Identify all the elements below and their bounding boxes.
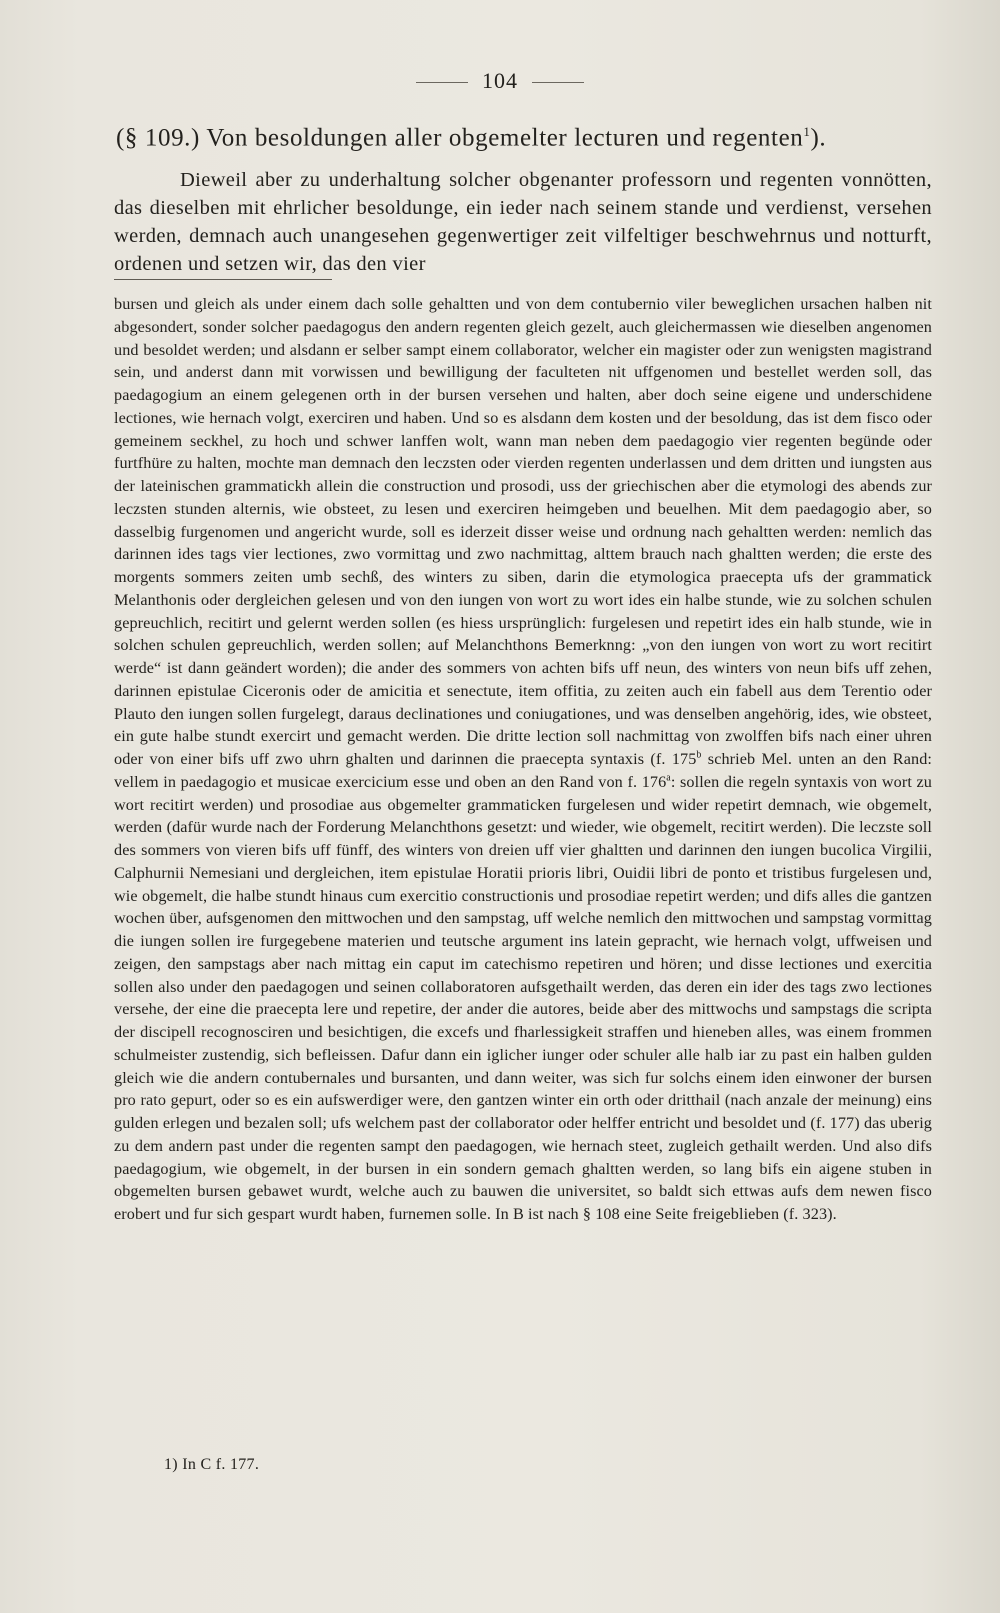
footnote: 1) In C f. 177.: [164, 1456, 260, 1473]
note-paragraph: [114, 293, 932, 1226]
note-text-part-3: : sollen die regeln syntaxis von wort zu wort recitirt werden) und prosodiae aus obgemelter grammaticken furgelesen und wider repetirt demnach, wie obgemelt, werden (dafür wurde nach der Forderung Melanchthons gesetzt: und wieder, wie obgemelt, recitirt werden). Die leczste soll des sommers von vieren bifs uff fünff, des winters von dreien uff vier ghaltten und darinnen den iungen bucolica Virgilii, Calphurnii Nemesiani und dergleichen, item epistulae Horatii prioris libri, Ouidii libri de ponto et tristibus furgelesen und, wie obgemelt, die halbe stundt hinaus cum exercitio constructionis und prosodiae repetirt werden; und difs alles die gantzen wochen über, aufsgenomen den mittwochen und den sampstag, uff welche nemlich den mittwochen und sampstag vormittag die iungen sollen ire furgegebene materien und teutsche argument ins latein gepracht, wie hernach volgt, uffweisen und zeigen, den sampstags aber nach mittag ein caput im catechismo repetiren und hören; und disse lectiones und exercitia sollen also under den paedagogen und seinen collaboratoren aufsgethailt werden, das deren ein ider des tags zwo lectiones versehe, der eine die praecepta lere und repetire, der ander die autores, beide aber des mittwochs und sampstags die scripta der discipell recognosciren und besichtigen, die excefs und fharlessigkeit straffen und hieneben alles, was einem frommen schulmeister zustendig, sich befleissen. Dafur dann ein iglicher iunger oder schuler alle halb iar zu past ein halben gulden gleich wie die andern contubernales und bursanten, und dann weiter, was sich fur solchs einem iden einwoner der bursen pro rato gepurt, oder so es ein aufswerdiger were, den gantzen winter ein orth oder dritthail (nach anzale der meinung) eins gulden erlegen und bezalen soll; ufs welchem past der collaborator oder helffer entricht und besoldet und (f. 177) das uberig zu dem andern past under die regenten sampt den paedagogen, wie hernach steet, zugleich gethailt werden. Und also difs paedagogium, wie obgemelt, in der bursen in ein sondern gemach ghaltten werden, so lang bifs ein aigene stuben in obgemelten bursen gebawet wurdt, welche auch zu bauwen die universitet, so baldt sich ettwas aufs dem newen fisco erobert und fur sich gespart wurdt haben, furnemen solle. In B ist nach § 108 eine Seite freigeblieben (f. 323).: [114, 772, 932, 1223]
page-number-dash-left: [416, 82, 468, 83]
footnote-rule: [114, 279, 332, 280]
page-number-dash-right: [532, 82, 584, 83]
page-number-text: 104: [482, 68, 518, 93]
folio-sup-a: a: [666, 772, 671, 784]
footnote-ref: 1: [803, 124, 811, 139]
section-heading: [116, 124, 936, 152]
folio-sup-b: b: [696, 749, 702, 761]
section-heading-end: ).: [810, 124, 827, 152]
main-paragraph: Dieweil aber zu underhaltung solcher obgenanter professorn und regenten vonnötten, das dieselben mit ehrlicher besoldunge, ein ieder nach seinem stande und verdienst, versehen werden, demnach auch unangesehen gegenwertiger zeit vilfeltiger beschwehrnus und notturft, ordenen und setzen wir, das den vier: [114, 169, 932, 275]
page-number: [0, 68, 1000, 94]
note-text-part-1: bursen und gleich als under einem dach solle gehaltten und von dem contubernio viler beweglichen ursachen halben nit abgesondert, sonder solcher paedagogus den andern regenten gleich gezelt, auch gleichermassen wie dieselben angenomen und besoldet werden; und alsdann er selber sampt einem collaborator, welcher ein magister oder zun wenigsten magistrand sein, und anderst dann mit vorwissen und bewilligung der faculteten nit uffgenomen und bestellet werden soll, das paedagogium an einem gelegenen orth in der bursen versehen und halten, aber doch seine eigene und underschidene lectiones, wie hernach volgt, exerciren und haben. Und so es alsdann dem kosten und der besoldung, das ist dem fisco oder gemeinem seckhel, zu hoch und schwer lanffen wolt, wann man neben dem paedagogio vier regenten begünde oder furtfhüre zu halten, mochte man demnach den leczsten oder vierden regenten underlassen und dem dritten und iungsten aus der lateinischen grammatickh allein die construction und prosodi, uss der griechischen aber die etymologi des abends zur leczsten stunden alternis, wie obsteet, zu lesen und exerciren heimgeben und beuelhen. Mit dem paedagogio aber, so dasselbig furgenomen und angericht wurde, soll es iderzeit disser weise und ordnung nach gehaltten werden: nemlich das darinnen ides tags vier lectiones, zwo vormittag und zwo nachmittag, alttem brauch nach ghaltten werden; die erste des morgents sommers zeiten umb sechß, des winters zu siben, darin die etymologica praecepta ufs der grammatick Melanthonis oder dergleichen gelesen und von den iungen von wort zu wort ides ein halbe stunde, wie zu solchen schulen gepreuchlich, recitirt und gelernt werden sollen (es hiess ursprünglich: furgelesen und repetirt ides ein halb stunde, wie in solchen schulen gepreuchlich, werden sollen; auf Melanchthons Bemerknng: „von den iungen von wort zu wort recitirt werde“ ist dann geändert worden); die ander des sommers von achten bifs uff neun, des winters von neun bifs uff zehen, darinnen epistulae Ciceronis oder de amicitia et senectute, item offitia, zu zeiten auch ein fabell aus dem Terentio oder Plauto den iungen sollen furgelegt, daraus declinationes und coniugationes, und was denselben angehörig, ides, wie obsteet, ein gute halbe stundt exercirt und gemacht werden. Die dritte lection soll nachmittag von zwolffen bifs nach einer uhren oder von einer bifs uff zwo uhrn ghalten und darinnen die praecepta syntaxis (f. 175: [114, 295, 932, 768]
section-heading-text: (§ 109.) Von besoldungen aller obgemelter lecturen und regenten: [116, 124, 804, 152]
note-text-part-2: schrieb Mel. unten an den Rand: vellem in paedagogio et musicae exercicium esse und oben an den Rand von f. 176: [114, 750, 932, 791]
